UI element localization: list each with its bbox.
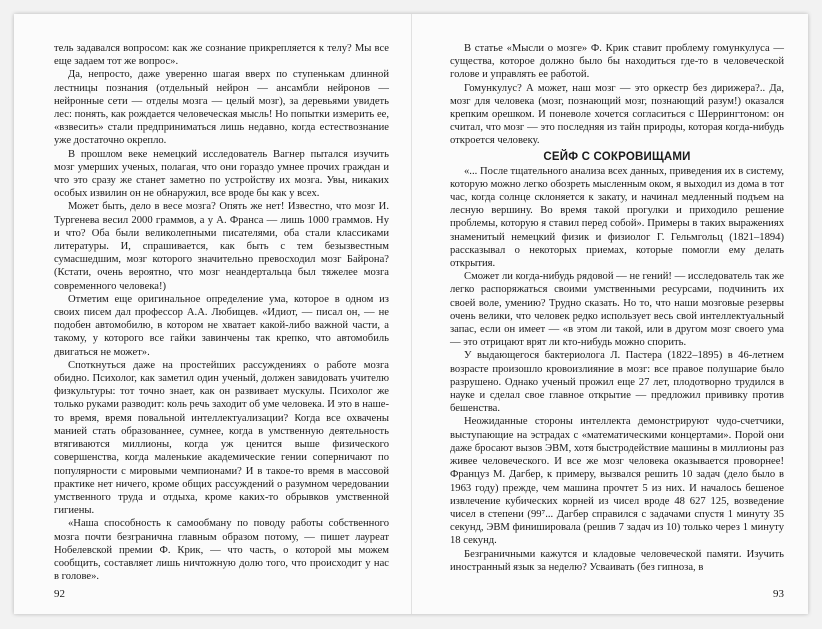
paragraph: Сможет ли когда-нибудь рядовой — не гений! — исследователь так же легко распоряжаться своими умственными ресурсами, подчинить их своей воле, умению? Трудно сказать. Но то, что наши мозговые резервы очень велики, что человек редко использует весь свой интеллектуальный запас, если он имеет — «в этом ли такой, или в другом мозг своего ума — это отрицают врят ли кто-нибудь можно спорить.	[450, 271, 784, 349]
paragraph: «... После тщательного анализа всех данных, приведения их в систему, которую можно легко обозреть мысленным оком, я выходил из дома в тот час, когда солнце склоняется к закату, и начинал медленный подъем на лесную вершину. Во время такой прогулки и приходило решение проблемы, которую я ставил перед собой». Примеры в таких выражениях знаменитый немецкий физик и физиолог Г. Гельмгольц (1821–1894) рассказывал о некоторых приемах, которые помогли ему делать открытия.	[450, 165, 784, 270]
section-heading: СЕЙФ С СОКРОВИЩАМИ	[543, 150, 691, 163]
paragraph: Отметим еще оригинальное определение ума, которое в одном из своих писем дал профессор А.А. Любищев. «Идиот, — писал он, — не подобен автомобилю, в котором не хватает какой-либо важной части, а такому, у которого все гайки завинчены так крепко, что автомобиль двигаться не может».	[54, 293, 389, 358]
paragraph: Да, непросто, даже уверенно шагая вверх по ступенькам длинной лестницы познания (отдельный нейрон — ансамбли нейронов — нейронные сети — отделы мозга — целый мозг), за деревьями увидеть лес: понять, как рождается человеческая мысль! Но попытки измерить ее, «взвесить» стали предприниматься лишь недавно, когда естествознание уже достаточно окрепло.	[54, 69, 389, 147]
page-number: 92	[54, 588, 65, 600]
paragraph: тель задавался вопросом: как же сознание прикрепляется к телу? Мы все еще задаем тот же вопрос».	[54, 43, 389, 68]
page-number: 93	[773, 588, 784, 600]
book-spread	[14, 14, 808, 614]
paragraph: Гомункулус? А может, наш мозг — это оркестр без дирижера?.. Да, мозг для человека (мозг, познающий мозг, познающий разум!) оказался крепким орешком. И поневоле хочется согласиться с Шеррингтоном: он считал, что мозг — это последняя из тайн природы, которая когда-нибудь откроется человеку.	[450, 82, 784, 147]
paragraph: В прошлом веке немецкий исследователь Вагнер пытался изучить мозг умерших ученых, полагая, что они гораздо умнее прочих граждан и что это сразу же станет заметно по устройству их мозга. Увы, никаких особых извилин он не обнаружил, все вроде бы как у всех.	[54, 148, 389, 200]
paragraph: «Наша способность к самообману по поводу работы собственного мозга почти безгранична главным образом потому, — пишет лауреат Нобелевской премии Ф. Крик, — что часть, о которой мы можем сообщить, составляет лишь ничтожную долю того, что происходит у нас в голове».	[54, 518, 389, 583]
paragraph: Безграничными кажутся и кладовые человеческой памяти. Изучить иностранный язык за неделю? Усваивать (без гипноза, в	[450, 548, 784, 573]
paragraph: Неожиданные стороны интеллекта демонстрируют чудо-счетчики, выступающие на эстрадах с «математическими концертами». Порой они даже бросают вызов ЭВМ, хотя быстродействие машины в миллионы раз живее человеческого. И все же мозг человека оказывается проворнее! Француз М. Дагбер, к примеру, вызвался решить 10 задач (дело было в 1963 году) прежде, чем машина прочтет 5 из них. И началось бешеное извлечение кубических корней из чисел вроде 48 627 125, возведение чисел в степени (99⁷... Дагбер справился с задачами спустя 1 минуту 35 секунд, ЭВМ финишировала (решив 7 задач из 10) только через 1 минуту 18 секунд.	[450, 416, 784, 547]
left-page	[14, 14, 411, 614]
paragraph: Может быть, дело в весе мозга? Опять же нет! Известно, что мозг И. Тургенева весил 2000 граммов, а у А. Франса — лишь 1000 граммов. Ну и что? Оба были великолепными писателями, оба стали классиками литературы. И, спрашивается, как быть с тем безызвестным сумасшедшим, мозг которого значительно превосходил мозг Байрона? (Кстати, очень вероятно, что мозг неандертальца был тяжелее мозга современного человека!)	[54, 201, 389, 292]
paragraph: У выдающегося бактериолога Л. Пастера (1822–1895) в 46-летнем возрасте произошло кровоизлияние в мозг: все правое полушарие было разрушено. Однако ученый прожил еще 27 лет, плодотворно трудился в науке и сделал свое главное открытие — предложил прививку против бешенства.	[450, 350, 784, 415]
right-page	[411, 14, 808, 614]
paragraph: В статье «Мысли о мозге» Ф. Крик ставит проблему гомункулуса — существа, которое должно было бы находиться где-то в человеческой голове и управлять ее работой.	[450, 43, 784, 81]
paragraph: Споткнуться даже на простейших рассуждениях о работе мозга обидно. Психолог, как заметил один ученый, должен завидовать учителю физкультуры: тот точно знает, как он развивает мускулы. Психолог же только руками разводит: коль речь заходит об уме человека. И это в наше-то время, время повальной интеллектуализации? Когда все охвачены манией стать образованнее, сумнее, когда в умственную деятельность втягиваются миллионы, когда уж ценится выше физического совершенства, когда маленькие академические гении соперничают по популярности с мировыми чемпионами? И в такое-то время в массовой практике нет ничего, кроме общих рассуждений о разумном чередовании умственного труда и отдыха, кроме каких-то обрывков умственной гигиены.	[54, 359, 389, 517]
